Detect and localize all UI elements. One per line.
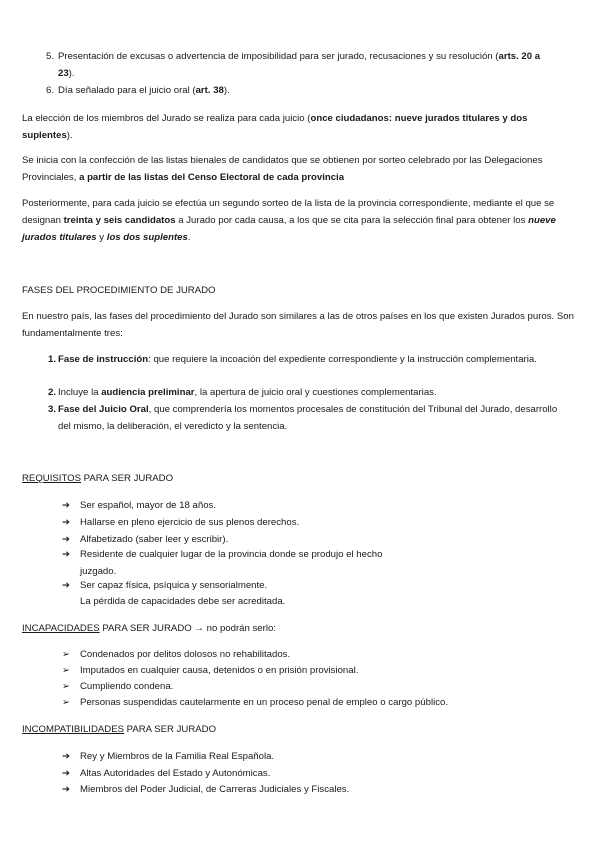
text-run: : que requiere la incoación del expediente correspondiente y la instrucción complementaria. xyxy=(148,354,537,365)
text-run: art. 38 xyxy=(195,85,224,96)
arrow-icon: ➔ xyxy=(62,768,71,779)
list-item-text xyxy=(58,85,230,96)
section-heading-fases: FASES DEL PROCEDIMIENTO DE JURADO xyxy=(22,285,216,296)
list-number: 3. xyxy=(47,404,56,415)
arrow-icon: ➔ xyxy=(62,534,71,545)
text-run: Fase de instrucción xyxy=(58,354,149,365)
fases-list-item-3 xyxy=(47,401,558,435)
list-item-text xyxy=(58,51,540,79)
text-run: ). xyxy=(68,68,75,79)
chevron-arrow-icon: ➢ xyxy=(62,665,71,676)
text-run: arts. 20 a 23 xyxy=(58,51,541,79)
text-run: audiencia preliminar xyxy=(101,387,195,398)
list-item-text xyxy=(58,354,537,365)
text-run: En nuestro país, las fases del procedimiento del Jurado son similares a las de otros países en los que existen Jurados puros. Son fundamentalmente tres: xyxy=(22,311,574,339)
list-number: 2. xyxy=(47,387,56,398)
text-run: nueve jurados titulares xyxy=(22,215,556,243)
chevron-arrow-icon: ➢ xyxy=(62,697,71,708)
chevron-arrow-icon: ➢ xyxy=(62,681,71,692)
list-item-text xyxy=(58,404,557,432)
text-run: treinta y seis candidatos xyxy=(63,215,176,226)
text-run: once ciudadanos: nueve jurados titulares y dos suplentes xyxy=(22,113,528,141)
list-number: 5. xyxy=(45,51,54,62)
arrow-icon: ➔ xyxy=(62,500,71,511)
arrow-icon: ➔ xyxy=(62,549,71,560)
intro-list-item-6 xyxy=(45,82,558,99)
arrow-icon: ➔ xyxy=(62,784,71,795)
text-run: los dos suplentes xyxy=(106,232,188,243)
text-run: Incluye la xyxy=(58,387,102,398)
text-run: Presentación de excusas o advertencia de imposibilidad para ser jurado, recusaciones y su resolución ( xyxy=(58,51,499,62)
arrow-icon: ➔ xyxy=(62,517,71,528)
paragraph-fases-intro xyxy=(22,308,578,342)
text-run: ). xyxy=(223,85,230,96)
text-run: . xyxy=(187,232,191,243)
arrow-icon: ➔ xyxy=(62,751,71,762)
text-run: , la apertura de juicio oral y cuestiones complementarias. xyxy=(194,387,437,398)
intro-list-item-5 xyxy=(45,48,558,82)
fases-list-item-2 xyxy=(47,384,558,401)
text-run: , que comprendería los momentos procesales de constitución del Tribunal del Jurado, desarrollo del mismo, la deliberación, el veredicto y la sentencia. xyxy=(58,404,558,432)
text-run: Posteriormente, para cada juicio se efectúa un segundo sorteo de la lista de la provincia correspondiente, mediante el que se designan xyxy=(22,198,555,226)
paragraph-confeccion xyxy=(22,152,578,186)
text-run: a partir de las listas del Censo Electoral de cada provincia xyxy=(79,172,345,183)
section-heading-incompatibilidades: INCOMPATIBILIDADES PARA SER JURADO xyxy=(22,724,217,735)
text-run: Fase del Juicio Oral xyxy=(58,404,149,415)
document-page: 5. Presentación de excusas o advertencia de imposibilidad para ser jurado, recusaciones y su resolución (arts. 20 a 23). 6. Día señalado para el juicio oral (art. 38). La elección de los miembros del Jurado se realiza para cada juicio (once ciudadanos: nueve jurados titulares y dos suplentes). Se inicia con la confección de las listas bienales de candidatos que se obtienen por sorteo celebrado por las Delegaciones Provinciales, a partir de las listas del Censo Electoral de cada provincia Posteriormente, para cada juicio se efectúa un segundo sorteo de la lista de la provincia correspondiente, mediante el que se designan treinta y seis candidatos a Jurado por cada causa, a los que se cita para la selección final para obtener los nueve jurados titulares y los dos suplentes. FASES DEL PROCEDIMIENTO DE JURADO En nuestro país, las fases del procedimiento del Jurado son similares a las de otros países en los que existen Jurados puros. Son fundamentalmente tres: 1. Fase de instrucción: que requiere la incoación del expediente correspondiente y la instrucción complementaria. 2. Incluye la audiencia preliminar, la apertura de juicio oral y cuestiones complementarias. 3. Fase del Juicio Oral, que comprendería los momentos procesales de constitución del Tribunal del Jurado, desarrollo del mismo, la deliberación, el veredicto y la sentencia. REQUISITOS PARA SER JURADO ➔ Ser español, mayor de 18 años. ➔ Hallarse en pleno ejercicio de sus plenos derechos. ➔ Alfabetizado (saber leer y escribir). ➔ Residente de cualquier lugar de la provincia donde se produjo el hecho juzgado. ➔ Ser capaz física, psíquica y sensorialmente. La pérdida de capacidades debe ser acreditada. INCAPACIDADES PARA SER JURADO → no podrán serlo: ➢ Condenados por delitos dolosos no rehabilitados. ➢ Imputados en cualquier causa, detenidos o en prisión provisional. ➢ Cumpliendo condena. ➢ Personas suspendidas cautelarmente en un proceso penal de empleo o cargo público. INCOMPATIBILIDADES PARA SER JURADO ➔ Rey y Miembros de la Familia Real Española. ➔ Altas Autoridades del Estado y Autonómicas. ➔ Miembros del Poder Judicial, de Carreras Judiciales y Fiscales. xyxy=(0,0,600,848)
paragraph-posteriormente xyxy=(22,195,578,246)
section-heading-requisitos: REQUISITOS PARA SER JURADO xyxy=(22,473,174,484)
list-number: 1. xyxy=(47,354,56,365)
text-run: La elección de los miembros del Jurado se realiza para cada juicio ( xyxy=(22,113,311,124)
list-item-text xyxy=(58,387,437,398)
section-heading-incapacidades: INCAPACIDADES PARA SER JURADO → no podrán serlo: xyxy=(22,623,276,634)
text-run: Se inicia con la confección de las listas bienales de candidatos que se obtienen por sorteo celebrado por las Delegaciones Provinciales, xyxy=(22,155,543,183)
chevron-arrow-icon: ➢ xyxy=(62,649,71,660)
text-run: y xyxy=(96,232,107,243)
text-run: ). xyxy=(66,130,73,141)
list-number: 6. xyxy=(45,85,54,96)
fases-list-item-1 xyxy=(47,351,558,368)
paragraph-eleccion xyxy=(22,110,578,144)
text-run: Día señalado para el juicio oral ( xyxy=(58,85,196,96)
text-run: a Jurado por cada causa, a los que se cita para la selección final para obtener los xyxy=(175,215,529,226)
arrow-icon: ➔ xyxy=(62,580,71,591)
